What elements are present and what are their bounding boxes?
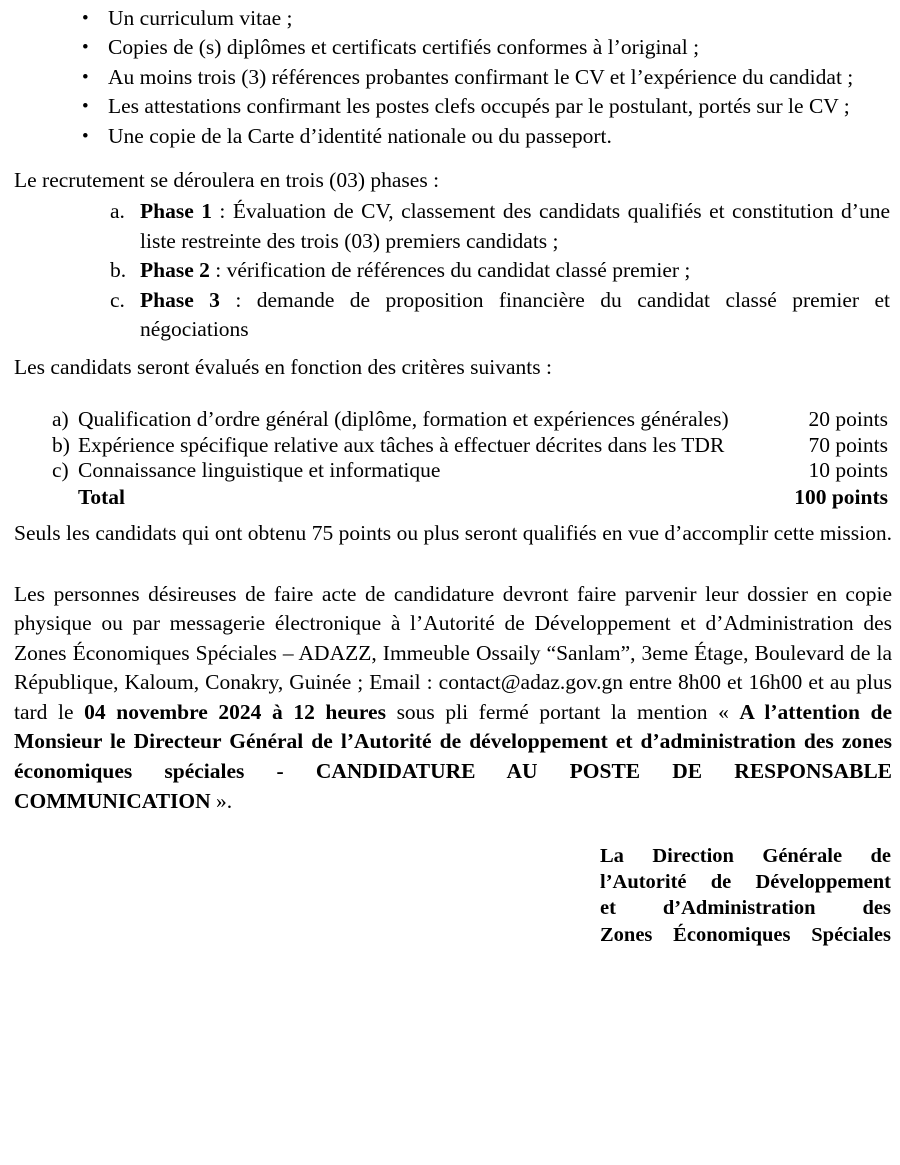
envelope-mention-text: A l’attention de Monsieur le Directeur Général de l’Autorité de développement et d’administration des zones économiques spéciales - CANDIDATURE AU POSTE DE RESPONSABLE COMMUNICATION <box>14 699 892 813</box>
deadline-text: 04 novembre 2024 à 12 heures <box>84 699 386 724</box>
criteria-marker: a) <box>52 407 69 431</box>
phase-label: Phase 3 <box>140 287 220 312</box>
list-item <box>82 122 892 151</box>
criteria-points: 70 points <box>808 432 888 457</box>
list-item-text: Un curriculum vitae ; <box>108 6 293 30</box>
criteria-label: Qualification d’ordre général (diplôme, formation et expériences générales) <box>78 407 729 431</box>
signature-line: Zones Économiques Spéciales <box>600 923 891 946</box>
criteria-points: 20 points <box>808 407 888 431</box>
list-item-text: Les attestations confirmant les postes clefs occupés par le postulant, portés sur le CV ; <box>108 94 850 119</box>
criteria-score-table <box>52 407 888 511</box>
criteria-intro-text: Les candidats seront évalués en fonction des critères suivants : <box>14 355 552 379</box>
required-documents-list <box>82 4 892 151</box>
signature-line: La Direction Générale de <box>600 845 891 867</box>
table-row-total <box>52 484 888 511</box>
table-row <box>52 407 888 433</box>
phase-label: Phase 1 <box>140 199 212 223</box>
signature-block <box>600 843 891 948</box>
signature-line: et d’Administration des <box>600 897 891 920</box>
criteria-marker: c) <box>52 458 69 483</box>
list-item-text: Au moins trois (3) références probantes confirmant le CV et l’expérience du candidat ; <box>108 64 854 89</box>
criteria-label: Expérience spécifique relative aux tâches à effectuer décrites dans les TDR <box>78 432 725 457</box>
list-item-text: Une copie de la Carte d’identité nationale ou du passeport. <box>108 123 612 148</box>
instructions-text-part1: Les personnes désireuses de faire acte de candidature devront faire parvenir leur dossier en copie physique ou par messagerie électronique à l’Autorité de Développement et d’Administration des Zones Économiques Spéciales – ADAZZ, Immeuble Ossaily “Sanlam”, 3eme Étage, Boulevard de la République, Kaloum, Conakry, Guinée ; Email : contact@adaz.gov.gn entre 8h00 et 16h00 et au plus tard le <box>14 581 892 724</box>
phase-description: : demande de proposition financière du candidat classé premier et négociations <box>140 287 891 342</box>
qualification-note: Seuls les candidats qui ont obtenu 75 points ou plus seront qualifiés en vue d’accomplir cette mission. <box>14 521 892 545</box>
application-instructions-paragraph <box>14 580 892 817</box>
list-item <box>82 92 892 121</box>
instructions-text-part2: sous pli fermé portant la mention « <box>385 699 740 724</box>
signature-line: l’Autorité de Développement <box>600 871 891 894</box>
list-item-text: Copies de (s) diplômes et certificats certifiés conformes à l’original ; <box>108 35 700 60</box>
bullet-icon: • <box>82 96 89 118</box>
criteria-marker: b) <box>52 432 70 457</box>
list-item <box>82 33 892 62</box>
total-points: 100 points <box>794 485 888 510</box>
phases-list <box>110 197 890 345</box>
bullet-icon: • <box>82 66 89 88</box>
phase-marker: b. <box>110 258 127 283</box>
criteria-label: Connaissance linguistique et informatique <box>78 458 441 483</box>
phase-label: Phase 2 <box>140 258 210 283</box>
phases-intro-text: Le recrutement se déroulera en trois (03) phases : <box>14 168 440 192</box>
bullet-icon: • <box>82 37 89 59</box>
phase-description: : Évaluation de CV, classement des candidats qualifiés et constitution d’une liste restreinte des trois (03) premiers candidats ; <box>140 199 890 253</box>
table-row <box>52 458 888 484</box>
bullet-icon: • <box>82 8 89 29</box>
phase-description: : vérification de références du candidat classé premier ; <box>209 258 691 283</box>
total-label: Total <box>78 485 125 510</box>
phase-item <box>110 286 890 345</box>
list-item <box>82 4 892 33</box>
criteria-points: 10 points <box>808 458 888 483</box>
instructions-text-part3: ». <box>210 788 233 813</box>
list-item <box>82 63 892 92</box>
phase-item <box>110 256 890 286</box>
phase-marker: a. <box>110 199 125 223</box>
phase-item <box>110 197 890 256</box>
total-marker <box>52 484 78 511</box>
table-row <box>52 433 888 459</box>
phase-marker: c. <box>110 287 125 312</box>
bullet-icon: • <box>82 125 89 147</box>
